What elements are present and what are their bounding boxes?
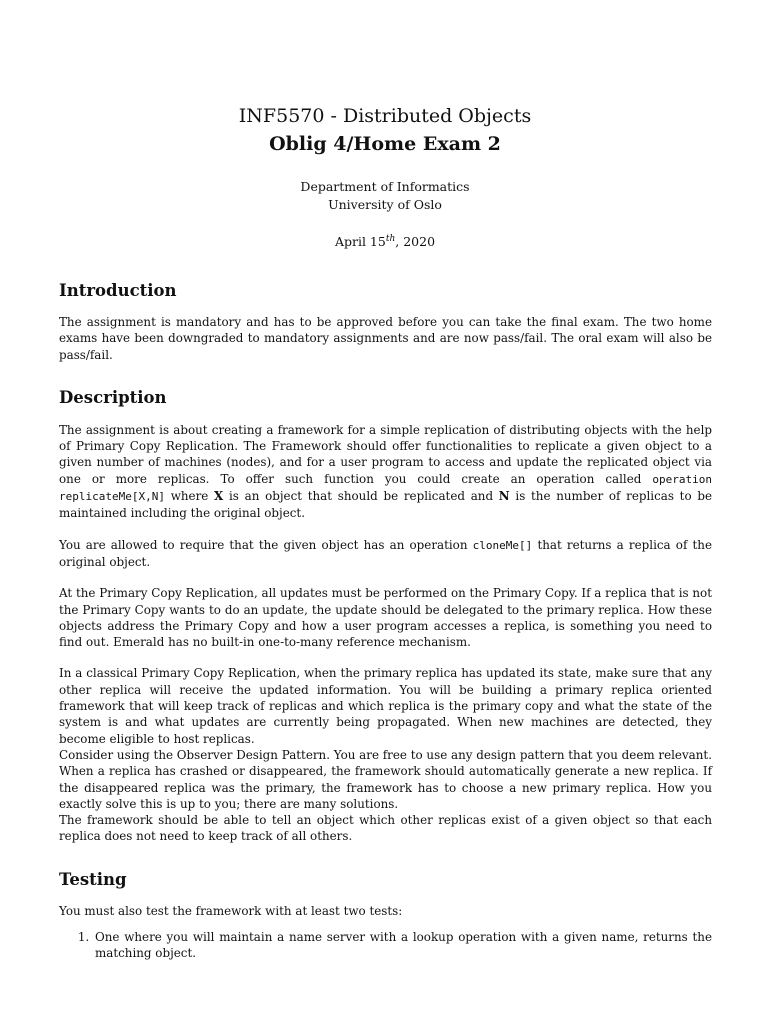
introduction-paragraph: The assignment is mandatory and has to be approved before you can take the final exam. The two home exams have been downgraded to mandatory assignments and are now pass/fail. The oral exam will also be pass/fail. <box>59 315 712 362</box>
date-prefix: April 15 <box>334 234 386 250</box>
description-paragraph-5: Consider using the Observer Design Pattern. You are free to use any design pattern that you deem relevant. <box>59 747 712 762</box>
document-date <box>0 230 770 251</box>
document-body <box>59 280 712 962</box>
exam-title: Oblig 4/Home Exam 2 <box>269 133 501 155</box>
text-run: that returns a replica of the original object. <box>59 537 712 569</box>
description-paragraph-3: At the Primary Copy Replication, all updates must be performed on the Primary Copy. If a replica that is not the Primary Copy wants to do an update, the update should be delegated to the primary replica. How these objects address the Primary Copy and how a user program accesses a replica, is something you need to find out. Emerald has no built-in one-to-many reference mechanism. <box>59 586 712 650</box>
description-paragraph-4: In a classical Primary Copy Replication, when the primary replica has updated its state, make sure that any other replica will receive the updated information. You will be building a primary replica oriented framework that will keep track of replicas and which replica is the primary copy and what the state of the system is and what updates are currently being propagated. When new machines are detected, they become eligible to host replicas. <box>59 666 712 746</box>
code-replicate-me: operation replicateMe[X,N] <box>59 472 712 504</box>
description-paragraph-6: When a replica has crashed or disappeared, the framework should automatically generate a new replica. If the disappeared replica was the primary, the framework has to choose a new primary replica. How you exactly solve this is up to you; there are many solutions. <box>59 764 712 811</box>
testing-list <box>59 929 712 962</box>
course-title: INF5570 - Distributed Objects <box>238 105 532 127</box>
affiliation <box>0 178 770 214</box>
section-heading-testing: Testing <box>59 869 127 889</box>
text-run: is an object that should be replicated and <box>223 489 499 504</box>
text-run: where <box>164 489 215 504</box>
department: Department of Informatics <box>300 179 470 194</box>
section-heading-introduction: Introduction <box>59 281 177 300</box>
section-testing <box>59 869 712 962</box>
symbol-x: X <box>214 489 224 504</box>
text-run: The assignment is about creating a framework for a simple replication of distributing objects with the help of Primary Copy Replication. The Framework should offer functionalities to replicate a given object to a given number of machines (nodes), and for a user program to access and update the replicated object via one or more replicas. To offer such function you could create an operation called <box>59 422 712 486</box>
university: University of Oslo <box>328 197 442 212</box>
section-introduction <box>59 280 712 363</box>
title-block <box>0 102 770 251</box>
section-description <box>59 387 712 845</box>
date-superscript: th <box>385 234 396 244</box>
testing-intro: You must also test the framework with at least two tests: <box>59 903 403 918</box>
code-clone-me: cloneMe[] <box>472 538 533 552</box>
text-run: is the number of replicas to be maintained including the original object. <box>59 489 712 521</box>
date-suffix: , 2020 <box>395 234 436 250</box>
text-run: You are allowed to require that the given object has an operation <box>59 537 473 552</box>
description-paragraph-7: The framework should be able to tell an object which other replicas exist of a given object so that each replica does not need to keep track of all others. <box>59 813 712 844</box>
description-paragraph-2 <box>59 537 712 571</box>
list-item: 1. One where you will maintain a name server with a lookup operation with a given name, returns the matching object. <box>93 929 712 962</box>
section-heading-description: Description <box>59 387 167 407</box>
description-paragraph-1 <box>59 422 712 522</box>
symbol-n: N <box>498 489 510 504</box>
